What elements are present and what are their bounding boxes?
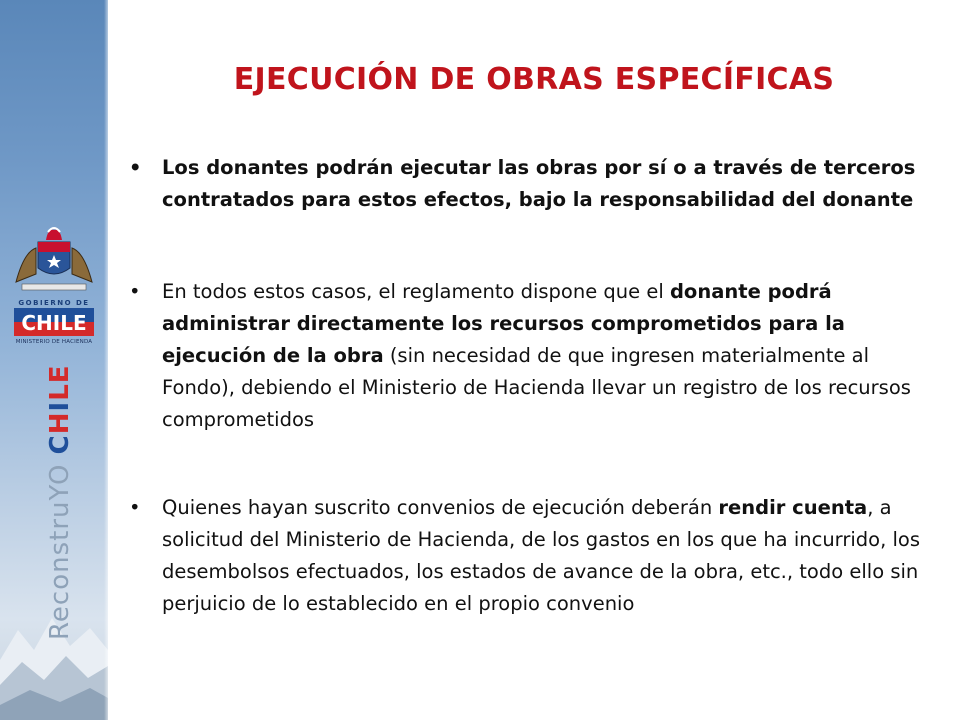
sidebar-panel xyxy=(0,0,108,720)
reconstruyo-chile-brand xyxy=(40,364,80,640)
brand-letter-e: E xyxy=(45,364,75,384)
bullet-2-text-a: En todos estos casos, el reglamento dispone que el xyxy=(162,280,670,303)
brand-letter-l: L xyxy=(45,383,75,401)
bullet-item-1 xyxy=(122,152,934,216)
bullet-dot-icon: • xyxy=(129,280,141,303)
bullet-3-text-b: , a solicitud del Ministerio de Hacienda, de los gastos en los que ha incurrido, los desembolsos efectuados, los estados de avance de la obra, etc., todo ello sin perjuicio de lo establecido en el propio convenio xyxy=(162,496,921,615)
bullet-3-text-a: Quienes hayan suscrito convenios de ejecución deberán xyxy=(162,496,719,519)
bullet-dot-icon: • xyxy=(129,156,142,179)
bullet-1-text: Los donantes podrán ejecutar las obras por sí o a través de terceros contratados para estos efectos, bajo la responsabilidad del donante xyxy=(162,156,916,211)
slide-title: EJECUCIÓN DE OBRAS ESPECÍFICAS xyxy=(233,62,835,97)
bullet-2-text-b: (sin necesidad de que ingresen materialmente al Fondo), debiendo el Ministerio de Hacienda llevar un registro de los recursos comprometidos xyxy=(162,344,911,431)
brand-letter-c: C xyxy=(45,434,75,455)
coat-of-arms-icon xyxy=(8,222,100,296)
brand-letter-i: I xyxy=(45,400,75,412)
bullet-dot-icon: • xyxy=(129,496,141,519)
bullet-item-3 xyxy=(122,492,934,620)
bullet-list xyxy=(122,152,934,620)
bullet-3-bold: rendir cuenta xyxy=(718,496,868,519)
ministerio-label: MINISTERIO DE HACIENDA xyxy=(15,339,93,345)
brand-reconstruyo: ReconstruYO xyxy=(45,454,75,640)
gobierno-label: GOBIERNO DE xyxy=(18,299,90,307)
brand-letter-h: H xyxy=(45,411,75,435)
bullet-2-bold: donante podrá administrar directamente los recursos comprometidos para la ejecución de la obra xyxy=(162,280,845,367)
sidebar-edge xyxy=(104,0,108,720)
bullet-item-2 xyxy=(122,276,934,436)
chile-logo-text: CHILE xyxy=(21,311,87,335)
chile-logo xyxy=(14,308,94,336)
